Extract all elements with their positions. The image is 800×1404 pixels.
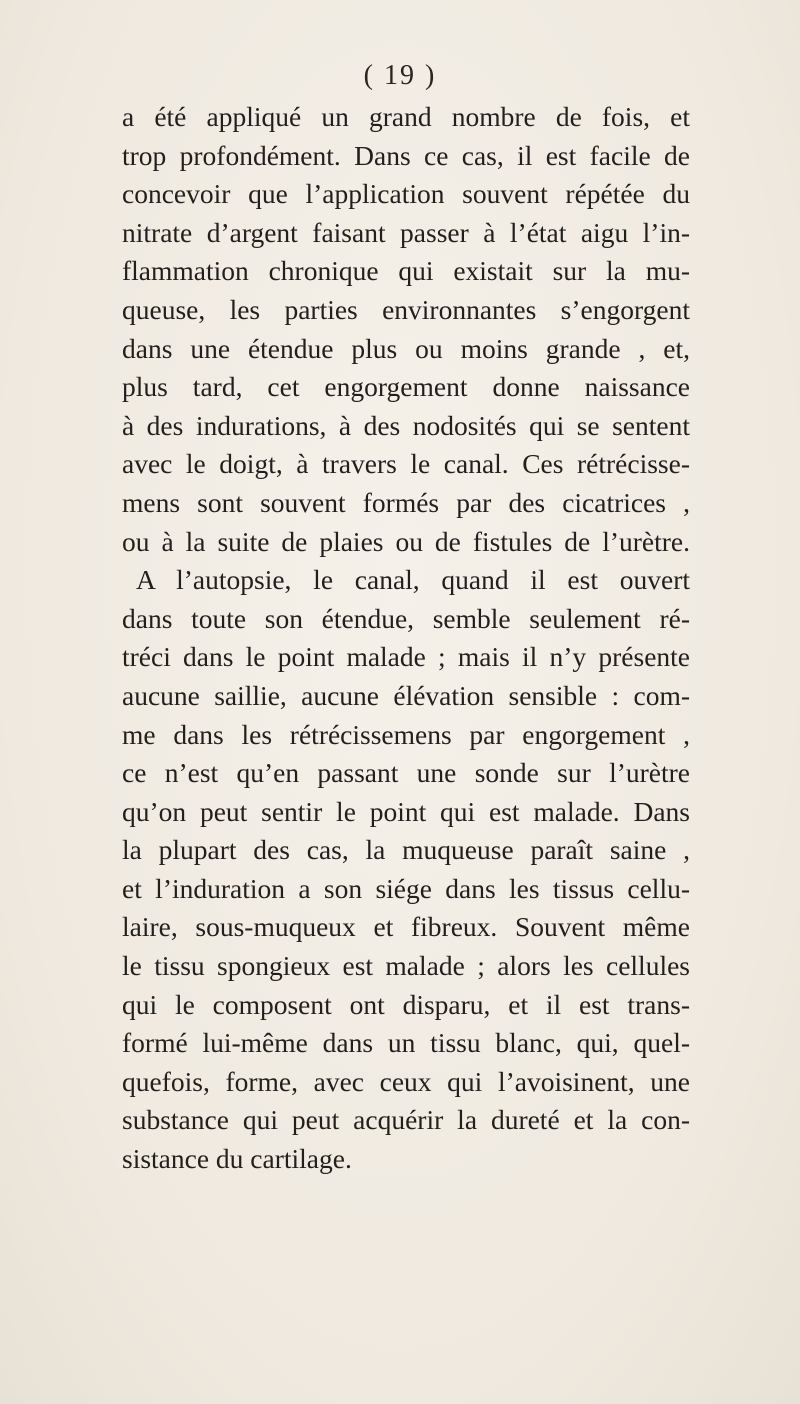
text-line: quefois, forme, avec ceux qui l’avoisinent, une — [122, 1065, 690, 1097]
text-line: formé lui-même dans un tissu blanc, qui, quel- — [122, 1027, 690, 1059]
text-line: tréci dans le point malade ; mais il n’y présente — [122, 641, 690, 673]
text-line: sistance du cartilage. — [122, 1143, 352, 1175]
text-line: flammation chronique qui existait sur la mu- — [122, 255, 690, 287]
text-line: qui le composent ont disparu, et il est trans- — [122, 988, 690, 1020]
text-line: à des indurations, à des nodosités qui se sentent — [122, 409, 690, 441]
page-number: ( 19 ) — [363, 60, 437, 91]
text-line: avec le doigt, à travers le canal. Ces rétrécisse- — [122, 448, 690, 480]
text-line: le tissu spongieux est malade ; alors les cellules — [122, 950, 690, 982]
text-line: me dans les rétrécissemens par engorgement , — [122, 718, 690, 750]
text-line: et l’induration a son siége dans les tissus cellu- — [122, 872, 690, 904]
text-line: nitrate d’argent faisant passer à l’état aigu l’in- — [122, 216, 690, 248]
text-line: ce n’est qu’en passant une sonde sur l’urètre — [122, 757, 690, 789]
text-line: substance qui peut acquérir la dureté et la con- — [122, 1104, 690, 1136]
text-line: queuse, les parties environnantes s’engorgent — [122, 293, 690, 325]
text-line: trop profondément. Dans ce cas, il est facile de — [122, 139, 690, 171]
text-line: ou à la suite de plaies ou de fistules de l’urètre. — [122, 525, 690, 557]
text-line: concevoir que l’application souvent répétée du — [122, 178, 690, 210]
text-line: laire, sous-muqueux et fibreux. Souvent même — [122, 911, 690, 943]
text-line: la plupart des cas, la muqueuse paraît saine , — [122, 834, 690, 866]
text-line: qu’on peut sentir le point qui est malade. Dans — [122, 795, 690, 827]
text-line: plus tard, cet engorgement donne naissance — [122, 371, 690, 403]
text-line: dans une étendue plus ou moins grande , et, — [122, 332, 690, 364]
text-line: dans toute son étendue, semble seulement ré- — [122, 602, 690, 634]
body-text — [122, 98, 690, 1179]
text-line: A l’autopsie, le canal, quand il est ouvert — [136, 564, 690, 596]
text-line: aucune saillie, aucune élévation sensible : com- — [122, 679, 690, 711]
text-line: mens sont souvent formés par des cicatrices , — [122, 486, 690, 518]
text-line: a été appliqué un grand nombre de fois, et — [122, 101, 690, 132]
